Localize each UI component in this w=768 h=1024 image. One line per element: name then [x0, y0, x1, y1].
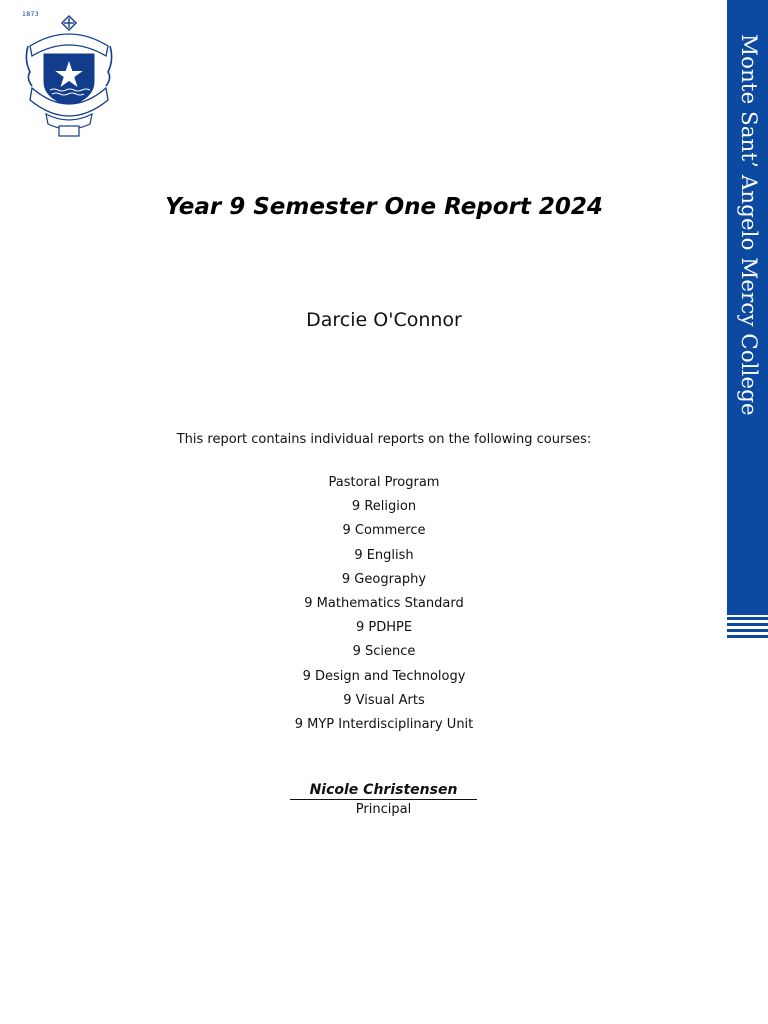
svg-text:1873: 1873	[22, 11, 39, 18]
course-item: 9 Science	[352, 644, 416, 660]
side-band-school-name: Monte Sant’ Angelo Mercy College	[735, 34, 761, 416]
course-item: 9 English	[354, 547, 414, 563]
signature-line	[290, 799, 477, 800]
course-item: 9 Design and Technology	[302, 668, 466, 684]
school-crest-logo	[22, 11, 116, 138]
course-item: 9 Religion	[351, 499, 417, 515]
course-item: 9 MYP Interdisciplinary Unit	[294, 716, 474, 732]
course-item: 9 PDHPE	[355, 620, 413, 636]
courses-intro: This report contains individual reports on the following courses:	[176, 432, 592, 447]
course-item: 9 Commerce	[342, 523, 426, 539]
course-item: 9 Geography	[341, 571, 427, 587]
course-item: 9 Visual Arts	[343, 692, 425, 708]
student-name: Darcie O'Connor	[306, 309, 462, 331]
course-item: Pastoral Program	[328, 475, 440, 490]
course-list	[0, 474, 768, 740]
report-title: Year 9 Semester One Report 2024	[165, 194, 603, 220]
principal-role: Principal	[355, 802, 412, 817]
course-item: 9 Mathematics Standard	[304, 595, 464, 611]
principal-signature-name: Nicole Christensen	[309, 782, 458, 798]
